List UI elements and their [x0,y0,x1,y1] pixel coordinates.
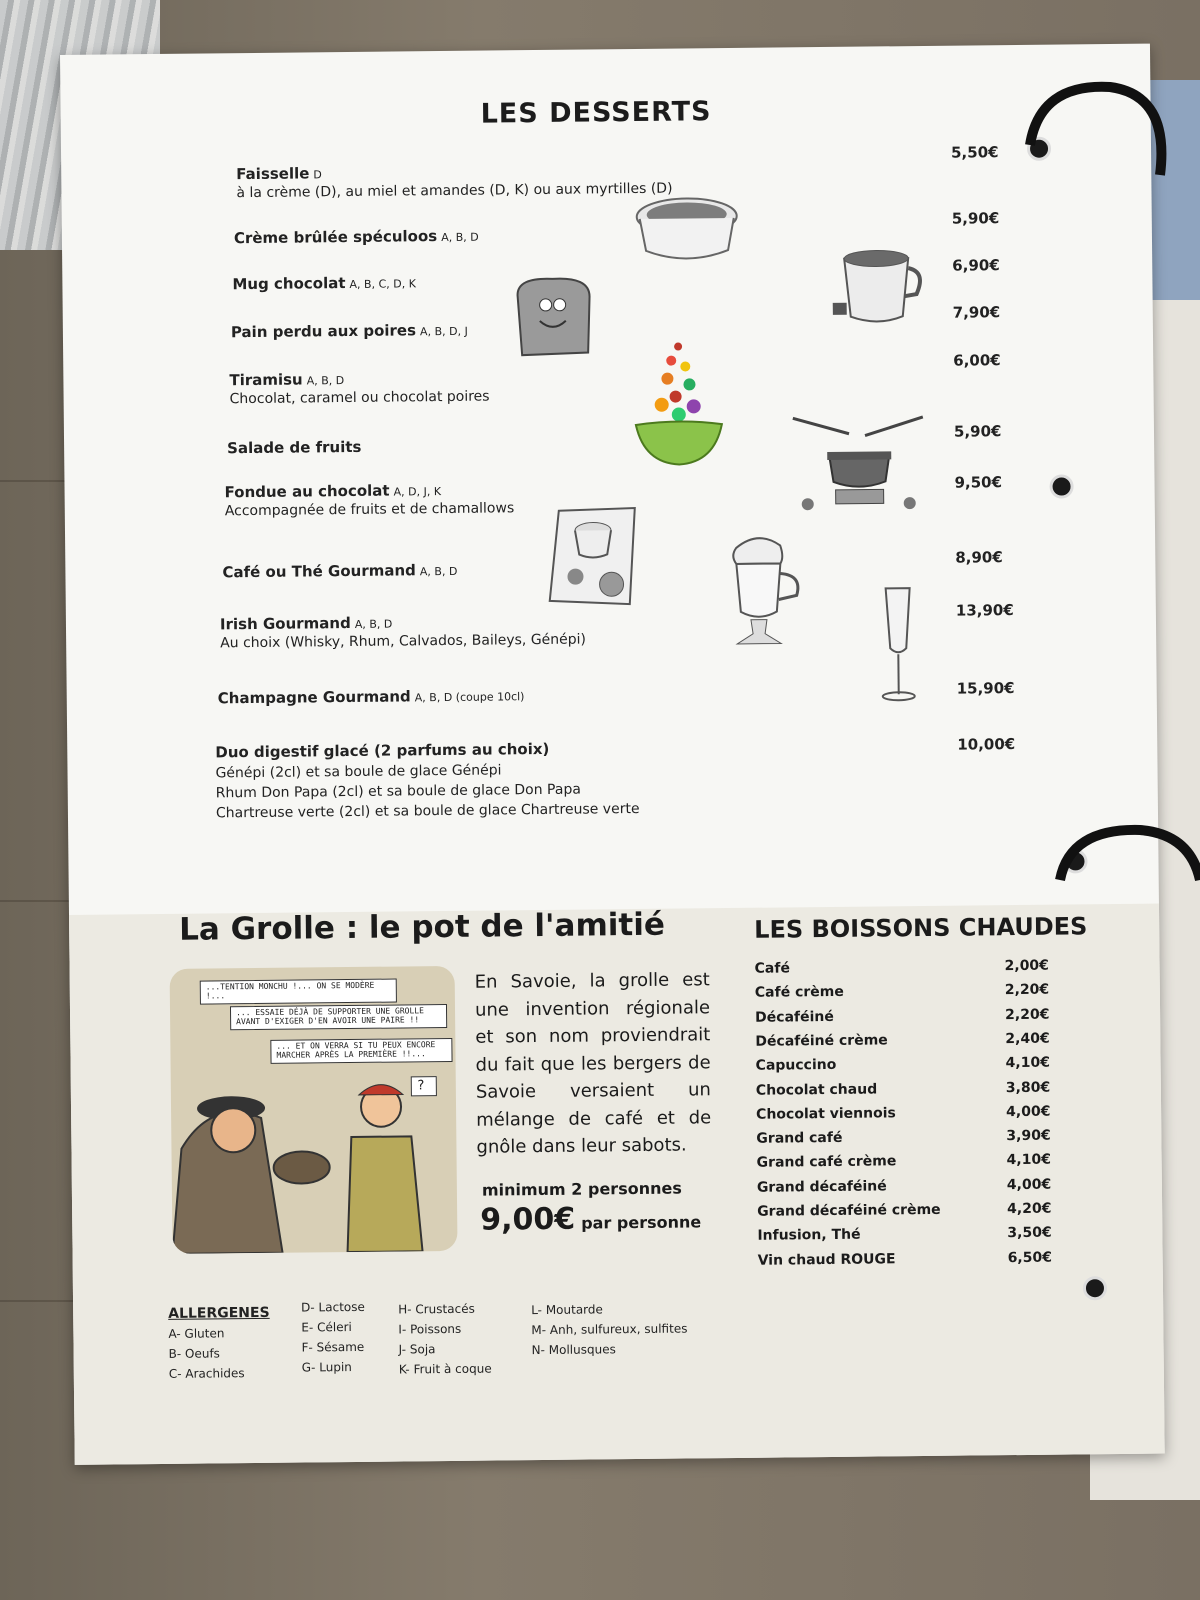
dessert-allergens: A, B, C, D, K [349,277,416,291]
dessert-name: Duo digestif glacé (2 parfums au choix) [215,739,550,762]
dessert-price: 7,90€ [952,303,1001,322]
hot-drink-price: 2,20€ [1004,981,1050,999]
dessert-name: Mug chocolat [232,274,346,294]
dessert-item [218,682,938,708]
comic-characters-illustration [171,1066,458,1254]
champagne-glass-illustration [876,584,922,709]
hot-drink-name: Grand café crème [756,1153,897,1172]
allergens-column [168,1303,270,1384]
hot-drink-name: Chocolat viennois [756,1105,896,1123]
binder-hole [1083,1276,1107,1300]
dessert-price: 15,90€ [956,679,1015,698]
hot-drink-price: 3,80€ [1005,1079,1051,1096]
dessert-item [236,158,956,202]
irish-coffee-illustration [720,529,811,655]
hot-drinks-title: LES BOISSONS CHAUDES [754,912,1088,944]
grolle-price-suffix: par personne [581,1212,702,1233]
dessert-name: Fondue au chocolat [224,481,390,502]
grolle-price-line [480,1200,701,1237]
hot-drink-name: Café crème [754,984,844,1002]
dessert-allergens: D [313,168,322,182]
allergens-column [398,1299,492,1380]
dessert-desc-line: Génépi (2cl) et sa boule de glace Génépi [215,762,502,782]
hot-drink-price: 2,40€ [1005,1030,1050,1048]
hot-drink-name: Grand décaféiné [756,1178,887,1196]
allergens-column [531,1299,688,1361]
dessert-price: 5,90€ [951,209,1000,228]
dessert-desc: Accompagnée de fruits et de chamallows [224,500,515,520]
grolle-price: 9,00€ [480,1201,576,1238]
allergen-entry: F- Sésame [301,1339,365,1355]
dessert-allergens: A, B, D (coupe 10cl) [414,690,525,705]
hot-drink-row [756,1055,1056,1074]
dessert-name: Café ou Thé Gourmand [222,561,416,582]
hot-drink-name: Décaféiné [755,1008,834,1026]
dessert-name: Salade de fruits [227,437,362,458]
dessert-desc: à la crème (D), au miel et amandes (D, K) ou aux myrtilles (D) [236,180,673,202]
hot-drink-price: 4,00€ [1006,1176,1052,1193]
hot-drink-row [755,958,1055,977]
allergen-entry: I- Poissons [398,1321,462,1337]
hot-drink-name: Grand café [756,1129,843,1147]
allergen-entry: B- Oeufs [168,1346,220,1361]
dessert-price: 6,00€ [953,351,1001,370]
dessert-name: Crème brûlée spéculoos [233,227,438,248]
grolle-title: La Grolle : le pot de l'amitié [178,906,666,948]
dessert-price: 10,00€ [957,735,1016,754]
fruit-salad-illustration [633,338,724,469]
allergen-entry: H- Crustacés [398,1301,475,1317]
menu-page [60,44,1165,1465]
dessert-allergens: A, B, D [354,617,393,631]
dessert-price: 9,50€ [954,473,1003,492]
allergen-entry: J- Soja [398,1342,436,1357]
binder-hole [1049,474,1073,498]
hot-drink-price: 4,10€ [1006,1152,1052,1169]
hot-drink-name: Infusion, Thé [757,1226,861,1245]
grolle-minimum: minimum 2 personnes [481,1178,682,1200]
comic-bubble: ... ET ON VERRA SI TU PEUX ENCORE MARCHER APRÈS LA PREMIÈRE !!... [270,1038,452,1063]
dessert-allergens: A, B, D [306,374,345,388]
hot-drink-row [755,982,1055,1001]
hot-drink-row [756,1128,1056,1147]
allergen-entry: D- Lactose [301,1299,365,1315]
hot-drink-row [757,1176,1057,1195]
dessert-desc-line: Rhum Don Papa (2cl) et sa boule de glace Don Papa [215,781,581,802]
hot-drink-name: Décaféiné crème [755,1032,888,1050]
comic-bubble: ? [411,1076,437,1097]
allergen-entry: G- Lupin [301,1360,352,1375]
hot-drink-price: 4,20€ [1007,1200,1052,1218]
hot-drink-row [757,1225,1057,1244]
cafe-gourmand-illustration [545,504,641,610]
dessert-allergens: A, B, D [419,564,458,579]
dessert-price: 5,50€ [950,143,999,162]
dessert-name: Pain perdu aux poires [230,321,417,342]
hot-drink-row [755,1031,1055,1050]
dessert-desc: Chocolat, caramel ou chocolat poires [229,388,490,408]
hot-drink-row [757,1152,1057,1171]
hot-drink-name: Vin chaud ROUGE [757,1250,896,1269]
hot-drink-row [758,1249,1058,1268]
dessert-name: Faisselle [236,164,310,184]
dessert-price: 8,90€ [955,548,1003,567]
allergens-column [301,1297,366,1378]
fondue-illustration [789,411,930,522]
grolle-comic-illustration [170,966,458,1254]
creme-brulee-illustration [631,188,742,269]
binder-ring-bottom [1050,820,1200,940]
grolle-description: En Savoie, la grolle est une invention régionale et son nom proviendrait du fait que les bergers de Savoie versaient un mélange de café et de gnôle dans leur sabots. [474,969,712,1158]
allergen-entry: C- Arachides [168,1366,245,1381]
hot-drink-row [755,1006,1055,1025]
allergen-entry: A- Gluten [168,1326,225,1341]
hot-drink-price: 4,10€ [1005,1054,1050,1072]
allergen-entry: E- Céleri [301,1320,352,1335]
dessert-name: Champagne Gourmand [217,687,411,708]
hot-drink-price: 2,00€ [1004,957,1049,975]
hot-drink-row [756,1079,1056,1098]
dessert-desc: Au choix (Whisky, Rhum, Calvados, Baileys, Génépi) [220,631,587,652]
dessert-price: 6,90€ [952,256,1000,275]
allergen-entry: L- Moutarde [531,1302,603,1318]
dessert-price: 5,90€ [953,422,1002,441]
allergen-entry: N- Mollusques [531,1342,616,1358]
hot-drink-name: Capuccino [755,1057,837,1074]
toast-illustration [507,274,603,365]
hot-drink-price: 4,00€ [1006,1103,1051,1120]
dessert-item [215,736,936,824]
dessert-item [234,222,954,248]
desserts-title: LES DESSERTS [480,96,712,130]
dessert-item [229,364,949,408]
hot-drink-name: Café [754,960,791,977]
dessert-item [220,608,940,652]
hot-drink-price: 2,20€ [1005,1006,1050,1023]
hot-drink-price: 3,90€ [1006,1127,1051,1145]
binder-ring-top [1020,75,1190,215]
allergens-heading: ALLERGENES [168,1304,270,1322]
hot-drink-name: Chocolat chaud [755,1080,878,1099]
dessert-desc-line: Chartreuse verte (2cl) et sa boule de glace Chartreuse verte [215,800,640,822]
dessert-allergens: A, B, D [441,230,479,245]
mug-illustration [832,246,928,327]
dessert-name: Irish Gourmand [219,613,351,634]
hot-drink-row [756,1103,1056,1122]
dessert-price: 13,90€ [955,601,1014,620]
comic-bubble: ... ESSAIE DÉJÀ DE SUPPORTER UNE GROLLE AVANT D'EXIGER D'EN AVOIR UNE PAIRE !! [230,1004,447,1030]
comic-bubble: ...TENTION MONCHU !... ON SE MODÈRE !... [200,979,397,1005]
hot-drink-price: 3,50€ [1007,1224,1052,1242]
dessert-allergens: A, D, J, K [393,485,442,499]
hot-drink-row [757,1201,1057,1220]
dessert-name: Tiramisu [229,370,303,390]
dessert-allergens: A, B, D, J [419,324,468,339]
hot-drink-price: 6,50€ [1007,1249,1053,1266]
allergen-entry: M- Anh, sulfureux, sulfites [531,1321,688,1338]
allergen-entry: K- Fruit à coque [398,1361,492,1377]
hot-drink-name: Grand décaféiné crème [757,1201,941,1220]
